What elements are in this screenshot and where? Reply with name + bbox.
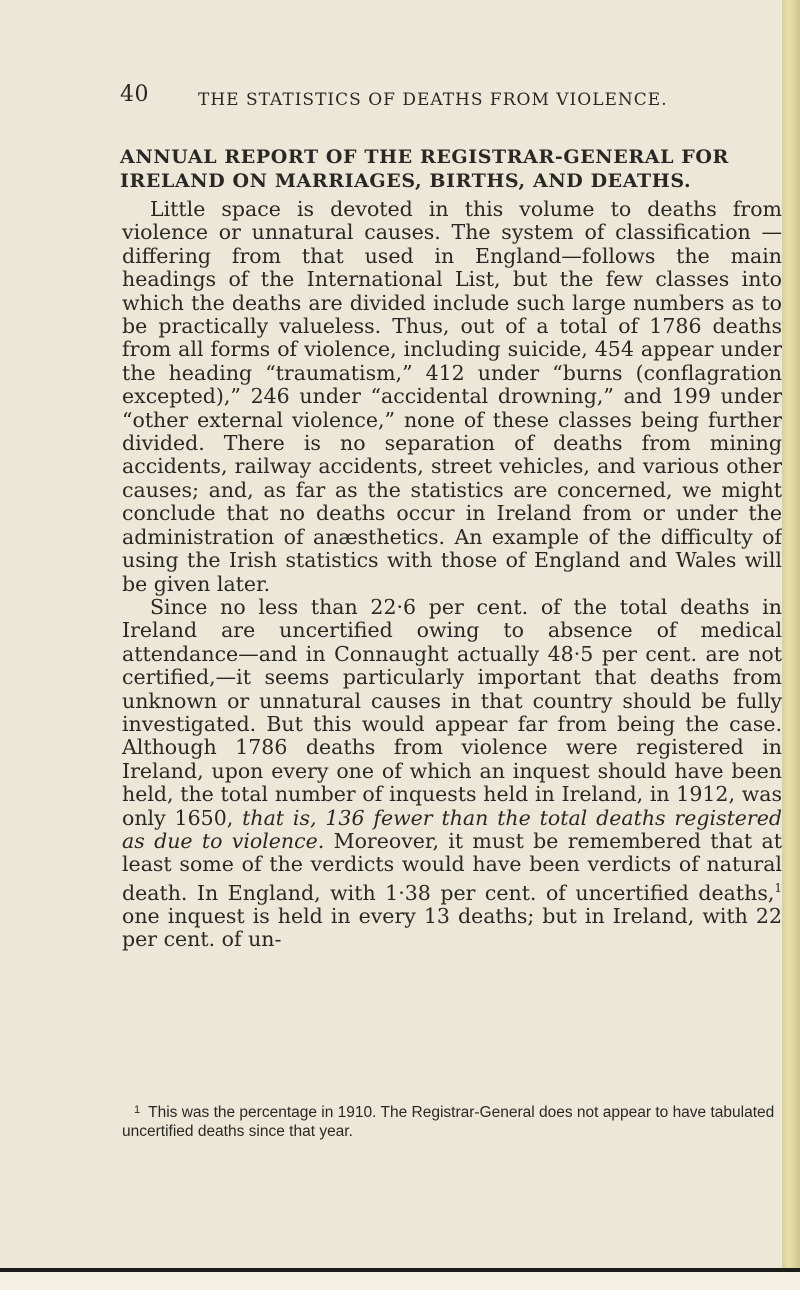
paragraph-2-part3: one inquest is held in every 13 deaths; but in Ireland, with 22 per cent. of un- <box>122 904 782 952</box>
body-text <box>122 198 782 952</box>
emphasis-text: that is, 136 fewer than the total deaths registered as due to violence. <box>122 805 782 853</box>
footnote-reference: 1 <box>774 880 782 895</box>
footnote-text: This was the percentage in 1910. The Registrar-General does not appear to have tabulated uncertified deaths since that year. <box>122 1104 775 1140</box>
paragraph-2-part1: Since no less than 22·6 per cent. of the total deaths in Ireland are uncertified owing to absence of medical attendance—and in Connaught actually 48·5 per cent. are not certified,—it seems particularly important that deaths from unknown or unnatural causes in that country should be fully investigated. But this would appear far from being the case. Although 1786 deaths from violence were registered in Ireland, upon every one of which an inquest should have been held, the total number of inquests held in Ireland, in 1912, was only 1650, <box>122 594 782 830</box>
section-heading: ANNUAL REPORT OF THE REGISTRAR-GENERAL FOR IRELAND ON MARRIAGES, BIRTHS, AND DEATHS. <box>120 146 729 192</box>
page-edge-right <box>782 0 800 1290</box>
paragraph-2 <box>122 596 782 952</box>
paragraph-2-part2: Moreover, it must be remembered that at least some of the verdicts would have been verdicts of natural death. In England, with 1·38 per cent. of uncertified deaths, <box>122 828 782 905</box>
footnote <box>122 1101 782 1141</box>
footnote-number: 1 <box>134 1104 141 1116</box>
paragraph-1: Little space is devoted in this volume to deaths from violence or unnatural causes. The system of classification —differing from that used in England—follows the main headings of the International List, but the few classes into which the deaths are divided include such large numbers as to be practically valueless. Thus, out of a total of 1786 deaths from all forms of violence, including suicide, 454 appear under the heading “traumatism,” 412 under “burns (conflagration excepted),” 246 under “accidental drowning,” and 199 under “other external violence,” none of these classes being further divided. There is no separation of deaths from mining accidents, railway accidents, street vehicles, and various other causes; and, as far as the statistics are concerned, we might conclude that no deaths occur in Ireland from or under the administration of anæsthetics. An example of the difficulty of using the Irish statistics with those of England and Wales will be given later. <box>122 197 782 596</box>
running-title: THE STATISTICS OF DEATHS FROM VIOLENCE. <box>198 90 668 110</box>
page-edge-bottom <box>0 1270 800 1290</box>
bottom-rule <box>0 1268 800 1272</box>
page-number: 40 <box>120 82 149 107</box>
